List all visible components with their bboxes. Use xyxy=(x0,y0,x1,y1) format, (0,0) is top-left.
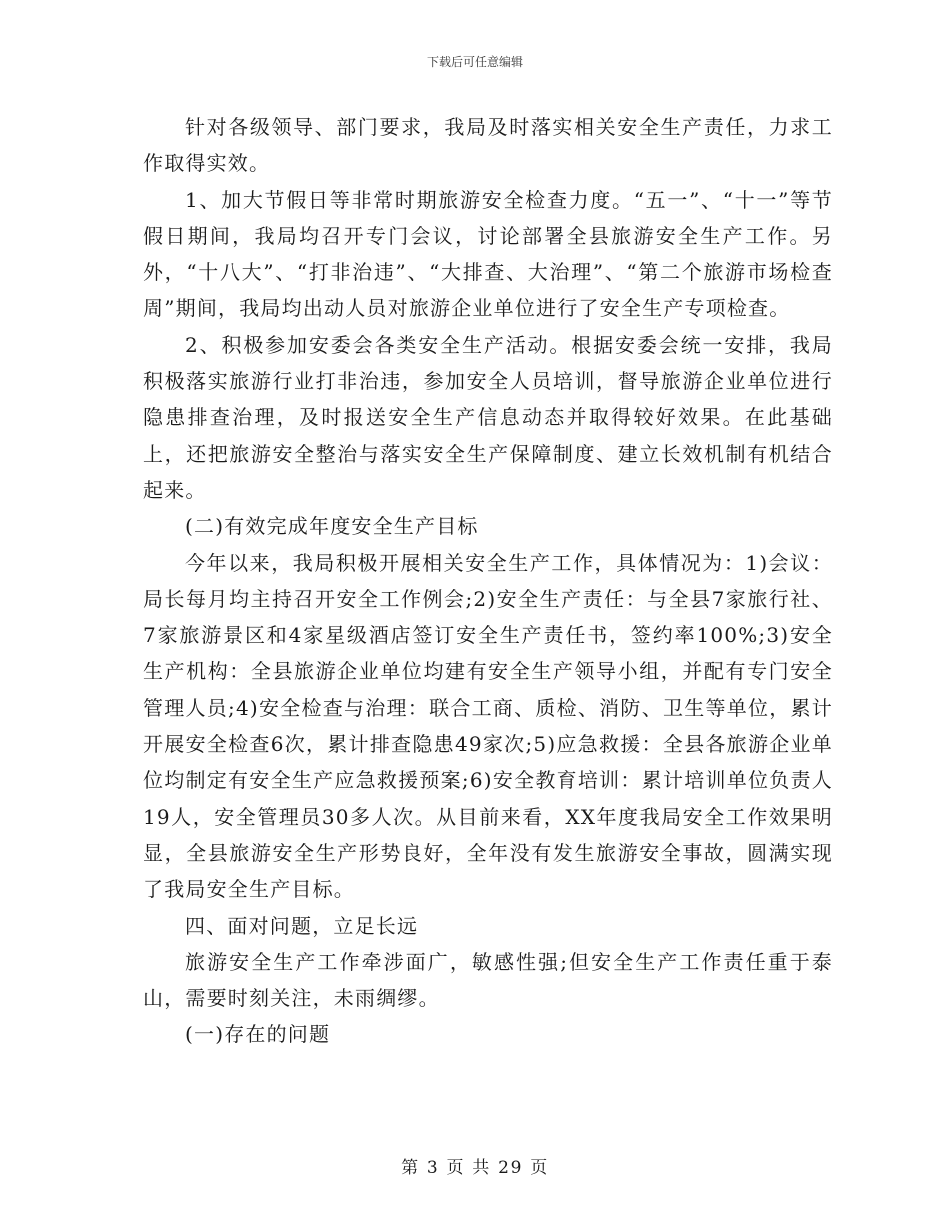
page-header-note: 下载后可任意编辑 xyxy=(426,55,523,69)
section-heading-2: (二)有效完成年度安全生产目标 xyxy=(185,514,479,539)
paragraph-intro: 针对各级领导、部门要求，我局及时落实相关安全生产责任，力求工作取得实效。 xyxy=(143,115,833,176)
paragraph-problems-intro: 旅游安全生产工作牵涉面广，敏感性强;但安全生产工作责任重于泰山，需要时刻关注，未雨绸缪。 xyxy=(143,949,833,1011)
paragraph-item-2: 2、积极参加安委会各类安全生产活动。根据安委会统一安排，我局积极落实旅游行业打非治违，参加安全人员培训，督导旅游企业单位进行隐患排查治理，及时报送安全生产信息动态并取得较好效果。在此基础上，还把旅游安全整治与落实安全生产保障制度、建立长效机制有机结合起来。 xyxy=(143,332,833,502)
section-heading-4: 四、面对问题，立足长远 xyxy=(185,913,419,938)
page-number: 第 3 页 共 29 页 xyxy=(401,1158,549,1178)
paragraph-details: 今年以来，我局积极开展相关安全生产工作，具体情况为：1)会议：局长每月均主持召开安全工作例会;2)安全生产责任：与全县7家旅行社、7家旅游景区和4家星级酒店签订安全生产责任书，签约率100%;3)安全生产机构：全县旅游企业单位均建有安全生产领导小组，并配有专门安全管理人员;4)安全检查与治理：联合工商、质检、消防、卫生等单位，累计开展安全检查6次，累计排查隐患49家次;5)应急救援：全县各旅游企业单位均制定有安全生产应急救援预案;6)安全教育培训：累计培训单位负责人19人，安全管理员30多人次。从目前来看，XX年度我局安全工作效果明显，全县旅游安全生产形势良好，全年没有发生旅游安全事故，圆满实现了我局安全生产目标。 xyxy=(143,550,833,902)
document-body xyxy=(143,109,833,1053)
paragraph-item-1: 1、加大节假日等非常时期旅游安全检查力度。“五一”、“十一”等节假日期间，我局均召开专门会议，讨论部署全县旅游安全生产工作。另外，“十八大”、“打非治违”、“大排查、大治理”、“第二个旅游市场检查周”期间，我局均出动人员对旅游企业单位进行了安全生产专项检查。 xyxy=(143,187,833,321)
subsection-heading-problems: (一)存在的问题 xyxy=(185,1022,331,1047)
